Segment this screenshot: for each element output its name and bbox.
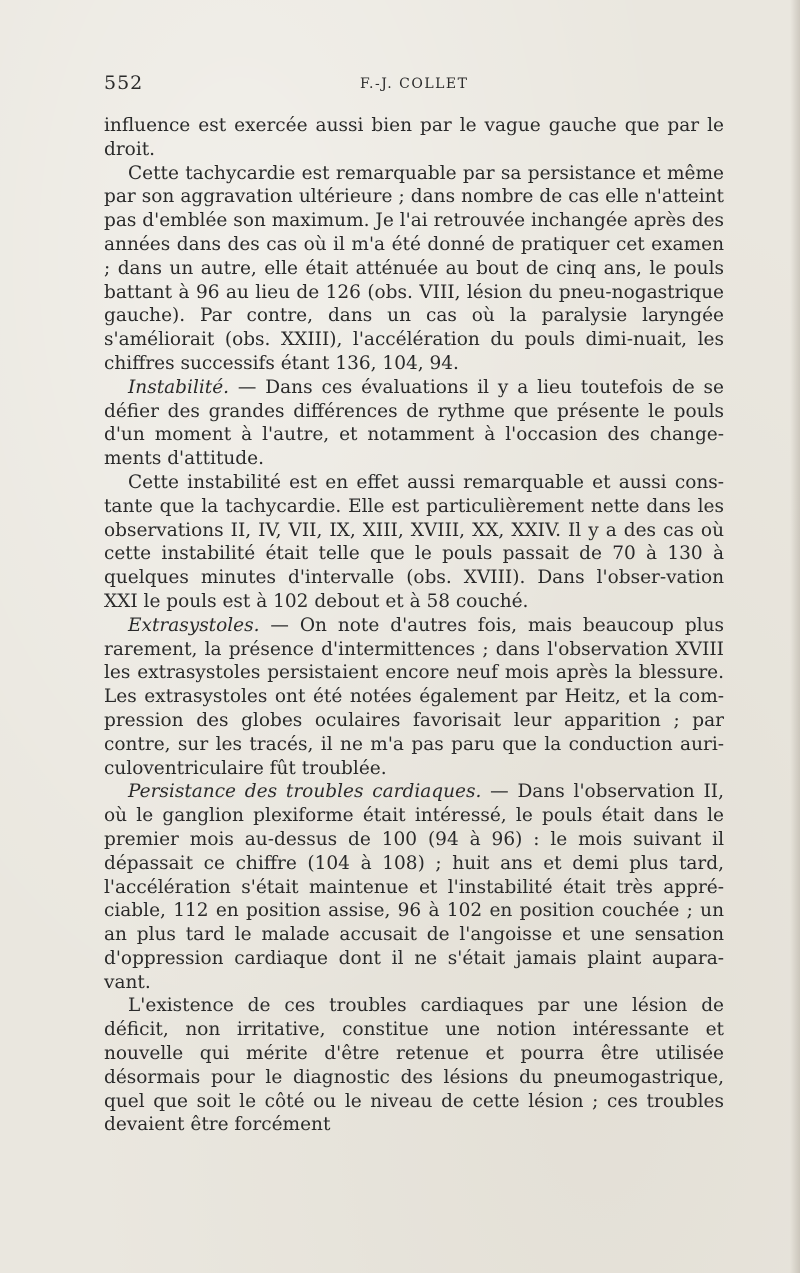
paragraph bbox=[104, 162, 724, 376]
paragraph bbox=[104, 471, 724, 614]
paragraph bbox=[104, 114, 724, 162]
paragraph-text: Cette instabilité est en effet aussi remarquable et aussi cons-tante que la tachycardie. Elle est particulièrement nette dans les observations II, IV, VII, IX, XIII, XVIII, XX, XXIV. Il y a des cas où cette instabilité était telle que le pouls passait de 70 à 130 à quelques minutes d'intervalle (obs. XVIII). Dans l'obser-vation XXI le pouls est à 102 debout et à 58 couché. bbox=[104, 471, 724, 612]
paragraph bbox=[104, 994, 724, 1137]
body-text bbox=[104, 114, 724, 1137]
page-header bbox=[104, 72, 724, 96]
page-number: 552 bbox=[104, 72, 144, 94]
paragraph bbox=[104, 376, 724, 471]
paragraph-text: Cette tachycardie est remarquable par sa persistance et même par son aggravation ultérieure ; dans nombre de cas elle n'atteint pas d'emblée son maximum. Je l'ai retrouvée inchangée après des années dans des cas où il m'a été donné de pratiquer cet examen ; dans un autre, elle était atténuée au bout de cinq ans, le pouls battant à 96 au lieu de 126 (obs. VIII, lésion du pneu-nogastrique gauche). Par contre, dans un cas où la paralysie laryngée s'améliorait (obs. XXIII), l'accélération du pouls dimi-nuait, les chiffres successifs étant 136, 104, 94. bbox=[104, 162, 724, 374]
paragraph-text: influence est exercée aussi bien par le vague gauche que par le droit. bbox=[104, 115, 724, 160]
run-in-heading: Extrasystoles. bbox=[128, 614, 260, 636]
paragraph-text: — Dans ces évaluations il y a lieu toutefois de se défier des grandes différences de rythme que présente le pouls d'un moment à l'autre, et notamment à l'occasion des change-ments d'attitude. bbox=[104, 376, 724, 470]
paragraph bbox=[104, 780, 724, 994]
paragraph-text: — Dans l'observation II, où le ganglion plexiforme était intéressé, le pouls était dans le premier mois au-dessus de 100 (94 à 96) : le mois suivant il dépassait ce chiffre (104 à 108) ; huit ans et demi plus tard, l'accélération s'était maintenue et l'instabilité était très appré-ciable, 112 en position assise, 96 à 102 en position couchée ; un an plus tard le malade accusait de l'angoisse et une sensation d'oppression cardiaque dont il ne s'était jamais plaint aupara-vant. bbox=[104, 781, 724, 993]
running-head: F.-J. COLLET bbox=[360, 76, 469, 92]
paragraph-text: L'existence de ces troubles cardiaques par une lésion de déficit, non irritative, constitue une notion intéressante et nouvelle qui mérite d'être retenue et pourra être utilisée désormais pour le diagnostic des lésions du pneumogastrique, quel que soit le côté ou le niveau de cette lésion ; ces troubles devaient être forcément bbox=[104, 995, 724, 1136]
paragraph bbox=[104, 614, 724, 781]
run-in-heading: Instabilité. bbox=[128, 376, 230, 398]
run-in-heading: Persistance des troubles cardiaques. bbox=[128, 781, 482, 803]
paragraph-text: — On note d'autres fois, mais beaucoup plus rarement, la présence d'intermittences ; dans l'observation XVIII les extrasystoles persistaient encore neuf mois après la blessure. Les extrasystoles ont été notées également par Heitz, et la com-pression des globes oculaires favorisait leur apparition ; par contre, sur les tracés, il ne m'a pas paru que la conduction auri-culoventriculaire fût troublée. bbox=[104, 614, 724, 779]
